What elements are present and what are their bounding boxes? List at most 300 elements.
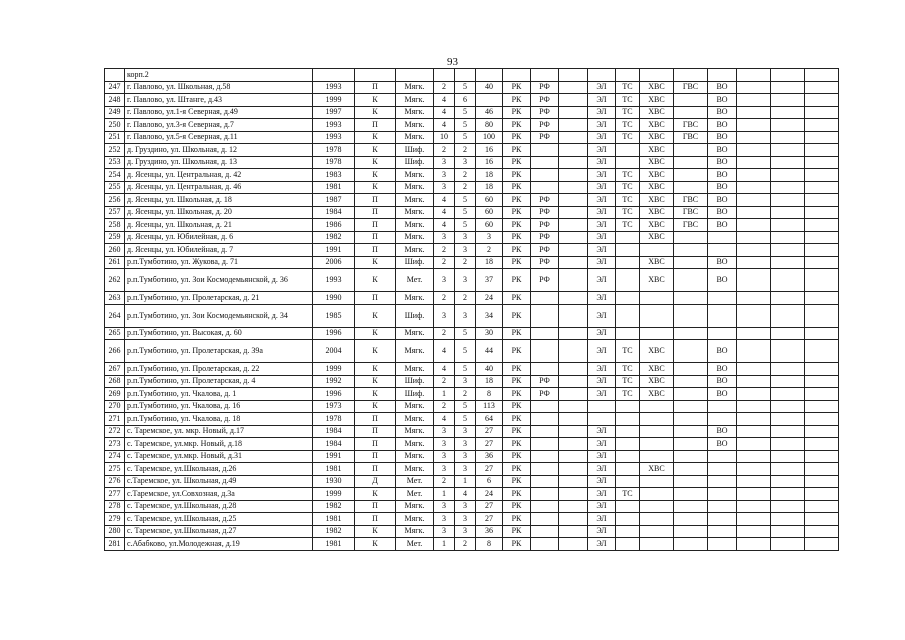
table-cell [771,525,805,538]
table-cell [640,475,674,488]
table-cell [805,304,839,327]
row-number-cell: 271 [105,413,125,426]
table-cell [805,69,839,82]
table-cell [771,231,805,244]
table-cell: ТС [616,375,640,388]
table-cell [531,425,559,438]
table-cell [616,438,640,451]
table-cell: 100 [476,131,503,144]
row-number-cell: 280 [105,525,125,538]
table-cell: ВО [708,119,737,132]
table-cell: Мягк. [396,131,434,144]
table-cell: П [355,231,396,244]
table-cell: 24 [476,292,503,305]
table-cell: 5 [455,219,476,232]
table-cell: 5 [455,119,476,132]
table-cell: РК [503,194,531,207]
table-cell: Мягк. [396,94,434,107]
row-number-cell: 254 [105,169,125,182]
table-cell: Мягк. [396,219,434,232]
table-cell: ВО [708,206,737,219]
row-number-cell: 265 [105,327,125,340]
table-cell: ВО [708,169,737,182]
address-cell: д. Ясенцы, ул. Юбилейная, д. 7 [125,244,313,257]
table-cell [771,131,805,144]
table-cell: Д [355,475,396,488]
table-cell: 1993 [313,269,355,292]
table-cell [674,513,708,526]
table-cell: 16 [476,156,503,169]
table-cell: ГВС [674,206,708,219]
table-row [105,256,839,269]
table-cell: 3 [434,269,455,292]
table-cell [559,119,588,132]
table-cell [737,327,771,340]
table-cell [805,500,839,513]
table-cell: П [355,463,396,476]
address-cell: г. Павлово, ул. Школьная, д.58 [125,81,313,94]
table-cell: 2 [434,292,455,305]
table-cell: РФ [531,388,559,401]
table-cell: 3 [434,181,455,194]
table-cell [771,438,805,451]
table-cell [737,169,771,182]
table-cell: ГВС [674,131,708,144]
table-cell: Мягк. [396,119,434,132]
table-cell: Мягк. [396,463,434,476]
table-cell [531,327,559,340]
table-cell [476,94,503,107]
table-cell: ВО [708,94,737,107]
table-cell [531,513,559,526]
table-cell [674,292,708,305]
table-cell [674,304,708,327]
table-cell: К [355,488,396,501]
table-cell: РК [503,169,531,182]
table-cell [531,69,559,82]
address-cell: д. Груздино, ул. Школьная, д. 12 [125,144,313,157]
table-cell: ХВС [640,131,674,144]
table-cell: 2 [434,475,455,488]
address-cell: р.п.Тумботино, ул. Пролетарская, д. 39а [125,340,313,363]
table-cell [708,69,737,82]
table-cell: ВО [708,256,737,269]
table-cell: К [355,525,396,538]
table-cell: 1981 [313,463,355,476]
table-cell [771,69,805,82]
table-row [105,388,839,401]
table-cell: ТС [616,194,640,207]
table-cell [737,69,771,82]
table-cell [737,388,771,401]
table-cell: 1978 [313,156,355,169]
table-cell [771,256,805,269]
address-cell: д. Ясенцы, ул. Центральная, д. 42 [125,169,313,182]
table-cell: 3 [434,231,455,244]
table-cell: 1982 [313,525,355,538]
table-cell: 2 [434,400,455,413]
table-cell: К [355,94,396,107]
table-cell: К [355,269,396,292]
table-cell: 1984 [313,206,355,219]
table-cell: 6 [455,94,476,107]
table-cell: ХВС [640,181,674,194]
table-cell [531,525,559,538]
address-cell: с.Таремское, ул.Совхозная, д.3а [125,488,313,501]
table-cell: Мягк. [396,513,434,526]
table-cell [559,69,588,82]
table-cell: 16 [476,144,503,157]
table-cell: К [355,400,396,413]
table-cell: ЭЛ [588,94,616,107]
table-cell: 3 [455,513,476,526]
table-cell [708,538,737,551]
table-cell: РК [503,181,531,194]
table-cell [559,525,588,538]
table-cell: 2 [434,256,455,269]
table-cell [771,194,805,207]
table-cell: ВО [708,144,737,157]
table-cell: П [355,244,396,257]
table-cell [805,81,839,94]
table-cell: 27 [476,513,503,526]
table-cell [805,106,839,119]
table-cell [559,463,588,476]
table-cell: П [355,219,396,232]
table-cell: Мягк. [396,206,434,219]
table-cell [771,119,805,132]
table-cell [674,413,708,426]
table-cell [708,244,737,257]
table-cell [616,144,640,157]
table-cell [674,438,708,451]
table-cell [674,450,708,463]
address-cell: г. Павлово, ул.5-я Северная, д.11 [125,131,313,144]
table-cell [559,131,588,144]
table-cell: 1982 [313,500,355,513]
table-cell: К [355,256,396,269]
table-cell [396,69,434,82]
row-number-cell: 281 [105,538,125,551]
table-cell: ТС [616,388,640,401]
table-cell: К [355,156,396,169]
table-cell [805,388,839,401]
table-cell: 1981 [313,538,355,551]
table-cell [805,219,839,232]
table-cell: ХВС [640,219,674,232]
table-cell [771,413,805,426]
row-number-cell: 255 [105,181,125,194]
table-cell [616,450,640,463]
table-cell: 1978 [313,413,355,426]
table-cell [771,513,805,526]
page-bottom-margin [0,632,905,640]
row-number-cell: 253 [105,156,125,169]
table-cell: ХВС [640,256,674,269]
table-cell [640,500,674,513]
table-cell [708,304,737,327]
table-row [105,340,839,363]
table-row [105,119,839,132]
row-number-cell: 275 [105,463,125,476]
table-cell [708,513,737,526]
table-cell [674,156,708,169]
table-cell [805,327,839,340]
table-cell: 113 [476,400,503,413]
table-cell: РК [503,131,531,144]
table-cell: 5 [455,206,476,219]
table-cell: РК [503,538,531,551]
table-cell: ЭЛ [588,292,616,305]
table-cell: РК [503,244,531,257]
table-cell [616,463,640,476]
table-cell: 4 [434,94,455,107]
table-cell: Мягк. [396,244,434,257]
table-cell: 1983 [313,169,355,182]
table-cell: К [355,181,396,194]
row-number-cell: 270 [105,400,125,413]
table-cell: 3 [455,375,476,388]
table-cell [737,244,771,257]
table-cell [771,475,805,488]
table-cell: РФ [531,119,559,132]
table-cell: Мягк. [396,525,434,538]
table-cell [531,538,559,551]
table-cell: 4 [434,340,455,363]
table-cell: РК [503,292,531,305]
table-cell [616,400,640,413]
table-row [105,413,839,426]
table-cell: ЭЛ [588,194,616,207]
table-cell: РФ [531,131,559,144]
table-cell [640,413,674,426]
table-cell: 4 [434,413,455,426]
table-cell: ЭЛ [588,363,616,376]
table-cell: К [355,375,396,388]
table-cell [640,304,674,327]
table-cell [674,106,708,119]
table-cell: 1 [434,388,455,401]
address-cell: с. Таремское, ул.Школьная, д.26 [125,463,313,476]
table-cell [588,400,616,413]
table-row [105,375,839,388]
table-cell: П [355,206,396,219]
table-cell [559,425,588,438]
table-cell [559,181,588,194]
table-cell: ВО [708,81,737,94]
table-cell: ЭЛ [588,181,616,194]
table-cell [531,488,559,501]
table-cell: Мягк. [396,425,434,438]
table-cell [434,69,455,82]
table-cell [559,388,588,401]
table-cell [640,244,674,257]
table-cell: 1 [455,475,476,488]
table-cell: РФ [531,256,559,269]
table-cell: 1993 [313,119,355,132]
table-cell: РК [503,119,531,132]
table-cell [313,69,355,82]
address-cell: г. Павлово, ул.1-я Северная, д.49 [125,106,313,119]
table-cell: РК [503,304,531,327]
table-cell: РК [503,375,531,388]
address-cell: д. Ясенцы, ул. Юбилейная, д. 6 [125,231,313,244]
table-cell: РК [503,400,531,413]
table-cell [355,69,396,82]
table-cell: РК [503,438,531,451]
table-cell: 5 [455,400,476,413]
table-cell: ТС [616,119,640,132]
table-row [105,219,839,232]
table-cell: 60 [476,194,503,207]
table-cell [805,538,839,551]
table-cell: ЭЛ [588,488,616,501]
table-cell: П [355,194,396,207]
table-cell [559,256,588,269]
table-cell [771,144,805,157]
table-cell: РК [503,94,531,107]
table-cell: К [355,131,396,144]
row-number-cell: 251 [105,131,125,144]
table-cell: 60 [476,219,503,232]
table-cell [531,438,559,451]
table-cell [674,244,708,257]
table-cell: 3 [434,438,455,451]
table-cell: ГВС [674,194,708,207]
table-cell [559,327,588,340]
table-cell: ХВС [640,194,674,207]
table-cell: ХВС [640,375,674,388]
table-cell [616,269,640,292]
table-cell [708,475,737,488]
table-cell: К [355,363,396,376]
table-cell: 2 [434,375,455,388]
address-cell: с. Таремское, ул.мкр. Новый, д.18 [125,438,313,451]
table-cell [559,156,588,169]
table-cell: 1981 [313,513,355,526]
table-cell: 2 [455,181,476,194]
table-cell: 3 [455,244,476,257]
table-cell: 3 [455,463,476,476]
table-row [105,463,839,476]
table-cell [771,81,805,94]
table-cell: 3 [434,304,455,327]
table-cell: Шиф. [396,156,434,169]
table-cell: ВО [708,156,737,169]
table-cell [531,450,559,463]
table-cell [737,181,771,194]
table-cell: 1978 [313,144,355,157]
table-cell: 5 [455,81,476,94]
table-cell [737,219,771,232]
row-number-cell: 273 [105,438,125,451]
table-cell [674,538,708,551]
table-cell [805,269,839,292]
table-cell: 1 [434,538,455,551]
row-number-cell: 248 [105,94,125,107]
table-cell [737,81,771,94]
table-cell: 1984 [313,438,355,451]
table-cell: 40 [476,363,503,376]
table-cell: ХВС [640,206,674,219]
table-cell [771,425,805,438]
table-row [105,438,839,451]
table-cell: Мет. [396,475,434,488]
table-cell: 37 [476,269,503,292]
table-cell [674,340,708,363]
table-cell: 2 [434,81,455,94]
table-cell: 5 [455,340,476,363]
table-cell [805,438,839,451]
table-cell [674,94,708,107]
table-cell: ЭЛ [588,81,616,94]
table-cell: ТС [616,363,640,376]
table-cell: 5 [455,106,476,119]
table-cell [805,292,839,305]
table-cell: РФ [531,106,559,119]
table-cell [674,400,708,413]
table-cell [737,400,771,413]
table-cell [559,513,588,526]
table-cell: ЭЛ [588,206,616,219]
row-number-cell: 252 [105,144,125,157]
table-cell: 2 [434,327,455,340]
table-cell: ЭЛ [588,438,616,451]
table-cell [616,475,640,488]
table-cell: Мягк. [396,413,434,426]
row-number-cell: 249 [105,106,125,119]
table-cell: 4 [455,488,476,501]
table-cell [640,425,674,438]
table-cell: ТС [616,94,640,107]
table-cell: ХВС [640,156,674,169]
table-cell: корп.2 [125,69,313,82]
table-cell: ВО [708,131,737,144]
table-cell [531,363,559,376]
table-cell: 5 [455,131,476,144]
table-cell [771,488,805,501]
table-cell [559,231,588,244]
table-cell [674,425,708,438]
table-cell [559,169,588,182]
table-cell: ГВС [674,119,708,132]
table-cell: ЭЛ [588,538,616,551]
table-cell: 1981 [313,181,355,194]
table-cell [588,413,616,426]
table-cell [737,269,771,292]
table-row [105,156,839,169]
table-cell: 3 [434,156,455,169]
table-cell [737,144,771,157]
table-cell [531,181,559,194]
table-cell: 3 [434,450,455,463]
table-cell [805,131,839,144]
table-cell [559,144,588,157]
table-cell: ЭЛ [588,256,616,269]
table-cell [771,450,805,463]
table-cell: Мягк. [396,231,434,244]
table-cell: РК [503,144,531,157]
table-cell: ТС [616,181,640,194]
table-cell [674,269,708,292]
table-cell: 27 [476,463,503,476]
table-cell: ВО [708,388,737,401]
table-cell [616,244,640,257]
table-cell [771,500,805,513]
table-cell [708,450,737,463]
row-number-cell: 262 [105,269,125,292]
table-cell [674,181,708,194]
